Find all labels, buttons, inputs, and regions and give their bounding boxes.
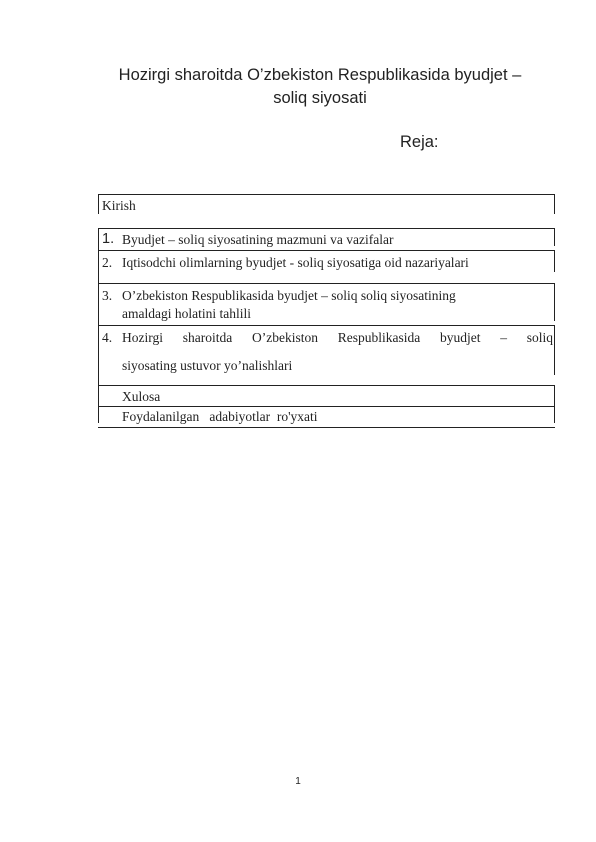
toc-border: [554, 250, 555, 272]
toc-conclusion-label: Xulosa: [122, 389, 161, 404]
toc-item-number: 3.: [102, 288, 113, 303]
toc-border: [98, 385, 555, 386]
toc-intro-label: Kirish: [102, 198, 136, 213]
toc-border: [98, 325, 555, 326]
toc-border: [98, 406, 555, 407]
page-number: 1: [295, 776, 301, 787]
toc-item-text: amaldagi holatini tahlili: [122, 306, 251, 321]
toc-border: [98, 250, 555, 251]
toc-border: [98, 228, 555, 229]
toc-item-text: Byudjet – soliq siyosatining mazmuni va vazifalar: [122, 232, 394, 247]
toc-border: [554, 283, 555, 321]
toc-border: [554, 228, 555, 246]
toc-item-number: 1.: [102, 231, 115, 247]
toc-border: [554, 385, 555, 423]
toc-border: [98, 194, 99, 214]
toc-border: [554, 194, 555, 214]
toc-border: [98, 194, 555, 195]
plan-heading: Reja:: [400, 133, 439, 151]
toc-border: [554, 325, 555, 375]
document-title-line2: soliq siyosati: [273, 89, 367, 107]
toc-references-label: Foydalanilgan adabiyotlar ro'yxati: [122, 409, 318, 424]
toc-border: [98, 427, 555, 428]
toc-item-number: 4.: [102, 330, 113, 345]
toc-border: [98, 283, 555, 284]
toc-item-text: siyosating ustuvor yo’nalishlari: [122, 358, 293, 373]
document-title-line1: Hozirgi sharoitda O’zbekiston Respublikasida byudjet –: [118, 66, 522, 84]
table-of-contents: [98, 194, 555, 434]
toc-item-text: Hozirgi sharoitda O’zbekiston Respublikasida byudjet – soliq: [122, 330, 553, 345]
toc-item-number: 2.: [102, 255, 113, 270]
toc-item-text: O’zbekiston Respublikasida byudjet – soliq soliq siyosatining: [122, 288, 456, 303]
toc-item-text: Iqtisodchi olimlarning byudjet - soliq siyosatiga oid nazariyalari: [122, 255, 469, 270]
